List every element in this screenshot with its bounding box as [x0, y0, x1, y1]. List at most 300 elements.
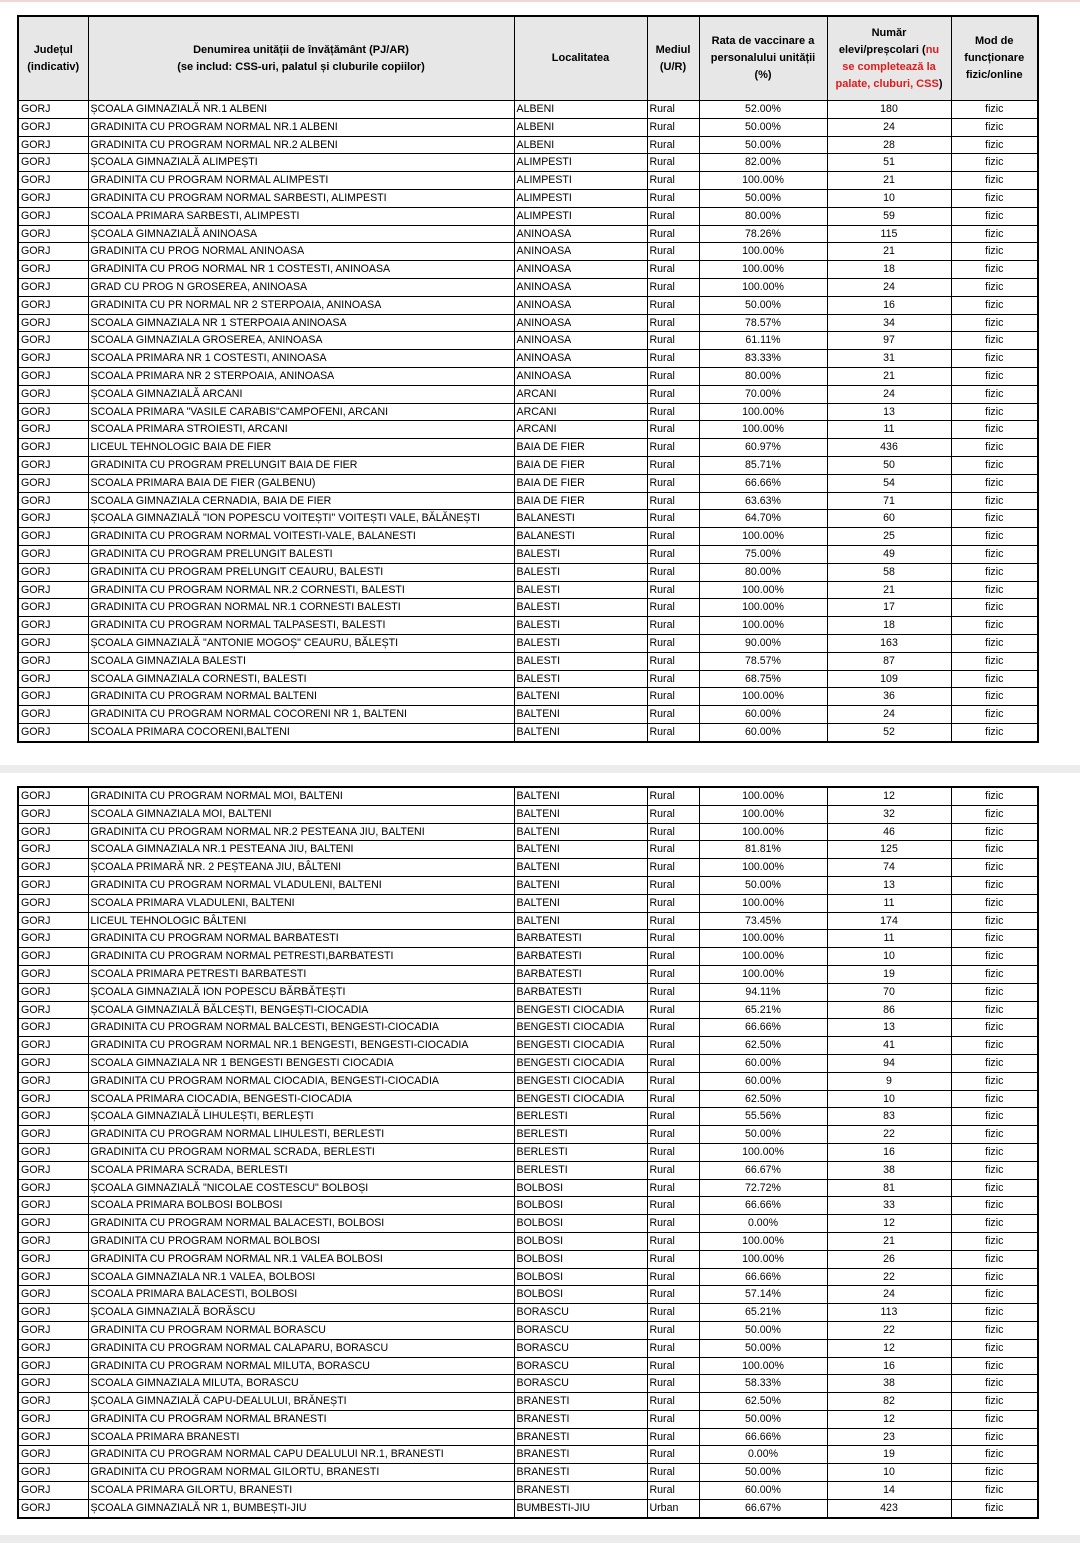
cell-localitate: ANINOASA: [514, 243, 647, 261]
cell-mod: fizic: [951, 1499, 1038, 1517]
cell-judet: GORJ: [18, 1215, 88, 1233]
cell-localitate: BOLBOSI: [514, 1197, 647, 1215]
cell-mod: fizic: [951, 545, 1038, 563]
cell-mod: fizic: [951, 894, 1038, 912]
cell-rata: 70.00%: [699, 385, 827, 403]
cell-numar: 71: [827, 492, 951, 510]
cell-rata: 65.21%: [699, 1304, 827, 1322]
cell-localitate: BERLESTI: [514, 1126, 647, 1144]
cell-judet: GORJ: [18, 225, 88, 243]
cell-denumire: SCOALA PRIMARA VLADULENI, BALTENI: [88, 894, 514, 912]
cell-numar: 10: [827, 189, 951, 207]
cell-mediul: Rural: [647, 581, 699, 599]
cell-mod: fizic: [951, 1001, 1038, 1019]
cell-mod: fizic: [951, 1482, 1038, 1500]
cell-denumire: SCOALA GIMNAZIALA NR.1 PESTEANA JIU, BALTENI: [88, 841, 514, 859]
cell-mediul: Rural: [647, 528, 699, 546]
cell-denumire: SCOALA GIMNAZIALA CERNADIA, BAIA DE FIER: [88, 492, 514, 510]
cell-localitate: BOLBOSI: [514, 1215, 647, 1233]
cell-judet: GORJ: [18, 1161, 88, 1179]
cell-denumire: SCOALA GIMNAZIALA MILUTA, BORASCU: [88, 1375, 514, 1393]
header-rata: [699, 16, 827, 101]
cell-denumire: ȘCOALA GIMNAZIALĂ ION POPESCU BĂRBĂTEȘTI: [88, 983, 514, 1001]
cell-localitate: BRANESTI: [514, 1428, 647, 1446]
cell-mod: fizic: [951, 1143, 1038, 1161]
table-row: [18, 948, 1038, 966]
table-row: [18, 1304, 1038, 1322]
cell-numar: 109: [827, 670, 951, 688]
cell-numar: 21: [827, 243, 951, 261]
header-numar-close: ): [938, 77, 943, 90]
cell-mediul: Rural: [647, 1108, 699, 1126]
cell-denumire: GRADINITA CU PROG NORMAL NR 1 COSTESTI, ANINOASA: [88, 261, 514, 279]
cell-rata: 0.00%: [699, 1215, 827, 1233]
cell-mediul: Rural: [647, 1232, 699, 1250]
cell-mediul: Rural: [647, 1143, 699, 1161]
cell-numar: 25: [827, 528, 951, 546]
cell-mediul: Rural: [647, 1215, 699, 1233]
cell-rata: 50.00%: [699, 1321, 827, 1339]
cell-mod: fizic: [951, 261, 1038, 279]
table-row: [18, 983, 1038, 1001]
table-row: [18, 367, 1038, 385]
cell-mediul: Urban: [647, 1499, 699, 1517]
cell-denumire: SCOALA PRIMARA BAIA DE FIER (GALBENU): [88, 474, 514, 492]
cell-mod: fizic: [951, 101, 1038, 119]
cell-numar: 49: [827, 545, 951, 563]
cell-mediul: Rural: [647, 1179, 699, 1197]
cell-localitate: ARCANI: [514, 385, 647, 403]
cell-mod: fizic: [951, 296, 1038, 314]
header-rata-line3: (%): [754, 69, 772, 81]
cell-mediul: Rural: [647, 1428, 699, 1446]
cell-mediul: Rural: [647, 652, 699, 670]
cell-mediul: Rural: [647, 207, 699, 225]
header-numar-note-3: palate, cluburi, CSS: [835, 77, 939, 90]
cell-numar: 87: [827, 652, 951, 670]
header-localitate: [514, 16, 647, 101]
cell-denumire: GRADINITA CU PROGRAM NORMAL NR.2 ALBENI: [88, 136, 514, 154]
cell-judet: GORJ: [18, 652, 88, 670]
table-row: [18, 332, 1038, 350]
cell-judet: GORJ: [18, 154, 88, 172]
cell-judet: GORJ: [18, 930, 88, 948]
cell-mod: fizic: [951, 706, 1038, 724]
cell-judet: GORJ: [18, 859, 88, 877]
cell-mediul: Rural: [647, 136, 699, 154]
cell-denumire: SCOALA PRIMARA SCRADA, BERLESTI: [88, 1161, 514, 1179]
cell-rata: 85.71%: [699, 456, 827, 474]
cell-rata: 100.00%: [699, 1250, 827, 1268]
cell-rata: 68.75%: [699, 670, 827, 688]
cell-mediul: Rural: [647, 101, 699, 119]
cell-mod: fizic: [951, 617, 1038, 635]
cell-judet: GORJ: [18, 456, 88, 474]
cell-judet: GORJ: [18, 1072, 88, 1090]
cell-mod: fizic: [951, 1428, 1038, 1446]
table-row: [18, 510, 1038, 528]
cell-mod: fizic: [951, 805, 1038, 823]
cell-numar: 81: [827, 1179, 951, 1197]
cell-mod: fizic: [951, 456, 1038, 474]
cell-rata: 50.00%: [699, 296, 827, 314]
cell-localitate: ANINOASA: [514, 261, 647, 279]
table-row: [18, 1072, 1038, 1090]
cell-localitate: BALTENI: [514, 894, 647, 912]
header-mod: [951, 16, 1038, 101]
cell-judet: GORJ: [18, 1108, 88, 1126]
page-separator-bottom: [0, 1535, 1080, 1543]
cell-rata: 100.00%: [699, 261, 827, 279]
cell-mediul: Rural: [647, 1446, 699, 1464]
cell-mod: fizic: [951, 599, 1038, 617]
cell-localitate: BERLESTI: [514, 1108, 647, 1126]
cell-rata: 60.00%: [699, 1054, 827, 1072]
cell-denumire: GRADINITA CU PROGRAM NORMAL GILORTU, BRANESTI: [88, 1464, 514, 1482]
cell-localitate: BENGESTI CIOCADIA: [514, 1090, 647, 1108]
cell-numar: 19: [827, 1446, 951, 1464]
cell-numar: 10: [827, 1464, 951, 1482]
table-row: [18, 492, 1038, 510]
table-row: [18, 136, 1038, 154]
cell-numar: 54: [827, 474, 951, 492]
cell-rata: 83.33%: [699, 350, 827, 368]
cell-rata: 80.00%: [699, 367, 827, 385]
cell-mediul: Rural: [647, 1339, 699, 1357]
cell-rata: 50.00%: [699, 876, 827, 894]
cell-mediul: Rural: [647, 841, 699, 859]
cell-rata: 100.00%: [699, 805, 827, 823]
cell-numar: 13: [827, 403, 951, 421]
cell-numar: 83: [827, 1108, 951, 1126]
cell-mod: fizic: [951, 1393, 1038, 1411]
table-row: [18, 706, 1038, 724]
cell-mod: fizic: [951, 1357, 1038, 1375]
header-mod-line1: Mod de: [975, 35, 1014, 47]
table-row: [18, 296, 1038, 314]
table-row: [18, 278, 1038, 296]
cell-numar: 86: [827, 1001, 951, 1019]
cell-denumire: SCOALA PRIMARA GILORTU, BRANESTI: [88, 1482, 514, 1500]
table-row: [18, 1108, 1038, 1126]
table-row: [18, 1197, 1038, 1215]
cell-mod: fizic: [951, 1072, 1038, 1090]
cell-judet: GORJ: [18, 948, 88, 966]
cell-denumire: SCOALA PRIMARA BRANESTI: [88, 1428, 514, 1446]
cell-rata: 60.00%: [699, 723, 827, 741]
cell-numar: 21: [827, 581, 951, 599]
cell-numar: 52: [827, 723, 951, 741]
cell-denumire: ȘCOALA GIMNAZIALĂ BĂLCEȘTI, BENGEȘTI-CIOCADIA: [88, 1001, 514, 1019]
cell-rata: 78.57%: [699, 652, 827, 670]
cell-numar: 9: [827, 1072, 951, 1090]
cell-mod: fizic: [951, 1019, 1038, 1037]
table-row: [18, 805, 1038, 823]
cell-denumire: ȘCOALA GIMNAZIALĂ LIHULEȘTI, BERLEȘTI: [88, 1108, 514, 1126]
cell-denumire: LICEUL TEHNOLOGIC BAIA DE FIER: [88, 439, 514, 457]
cell-mod: fizic: [951, 1108, 1038, 1126]
cell-numar: 41: [827, 1037, 951, 1055]
cell-judet: GORJ: [18, 670, 88, 688]
cell-numar: 32: [827, 805, 951, 823]
cell-judet: GORJ: [18, 983, 88, 1001]
cell-denumire: GRADINITA CU PROGRAM NORMAL SARBESTI, ALIMPESTI: [88, 189, 514, 207]
table-row: [18, 421, 1038, 439]
cell-judet: GORJ: [18, 492, 88, 510]
cell-judet: GORJ: [18, 1499, 88, 1517]
cell-mediul: Rural: [647, 912, 699, 930]
table-row: [18, 528, 1038, 546]
table-row: [18, 688, 1038, 706]
cell-mediul: Rural: [647, 894, 699, 912]
cell-judet: GORJ: [18, 1019, 88, 1037]
cell-denumire: ȘCOALA GIMNAZIALĂ CAPU-DEALULUI, BRĂNEȘTI: [88, 1393, 514, 1411]
cell-numar: 113: [827, 1304, 951, 1322]
cell-mod: fizic: [951, 1304, 1038, 1322]
cell-numar: 36: [827, 688, 951, 706]
cell-rata: 0.00%: [699, 1446, 827, 1464]
cell-mod: fizic: [951, 1054, 1038, 1072]
cell-numar: 436: [827, 439, 951, 457]
table-row: [18, 243, 1038, 261]
table-row: [18, 225, 1038, 243]
cell-mod: fizic: [951, 172, 1038, 190]
cell-numar: 11: [827, 421, 951, 439]
cell-denumire: GRADINITA CU PROGRAM NORMAL ALIMPESTI: [88, 172, 514, 190]
cell-rata: 100.00%: [699, 948, 827, 966]
cell-denumire: SCOALA GIMNAZIALA GROSEREA, ANINOASA: [88, 332, 514, 350]
table-row: [18, 670, 1038, 688]
cell-mediul: Rural: [647, 439, 699, 457]
cell-mod: fizic: [951, 1126, 1038, 1144]
cell-denumire: ȘCOALA GIMNAZIALĂ BORĂSCU: [88, 1304, 514, 1322]
header-denumire-line2: (se includ: CSS-uri, palatul și cluburile copiilor): [177, 60, 425, 73]
cell-judet: GORJ: [18, 1197, 88, 1215]
cell-mediul: Rural: [647, 1090, 699, 1108]
cell-rata: 72.72%: [699, 1179, 827, 1197]
cell-denumire: GRADINITA CU PROGRAM NORMAL CIOCADIA, BENGESTI-CIOCADIA: [88, 1072, 514, 1090]
header-localitate-text: Localitatea: [551, 52, 610, 64]
cell-numar: 24: [827, 278, 951, 296]
cell-mod: fizic: [951, 1375, 1038, 1393]
cell-mod: fizic: [951, 670, 1038, 688]
cell-numar: 82: [827, 1393, 951, 1411]
cell-rata: 78.57%: [699, 314, 827, 332]
cell-judet: GORJ: [18, 474, 88, 492]
cell-mediul: Rural: [647, 617, 699, 635]
cell-mediul: Rural: [647, 1072, 699, 1090]
cell-denumire: GRAD CU PROG N GROSEREA, ANINOASA: [88, 278, 514, 296]
table-row: [18, 1499, 1038, 1517]
cell-numar: 13: [827, 876, 951, 894]
table-row: [18, 403, 1038, 421]
table-row: [18, 723, 1038, 741]
cell-rata: 80.00%: [699, 207, 827, 225]
cell-mediul: Rural: [647, 172, 699, 190]
cell-judet: GORJ: [18, 403, 88, 421]
cell-denumire: SCOALA PRIMARA CIOCADIA, BENGESTI-CIOCADIA: [88, 1090, 514, 1108]
cell-numar: 22: [827, 1126, 951, 1144]
cell-judet: GORJ: [18, 912, 88, 930]
cell-rata: 100.00%: [699, 581, 827, 599]
cell-denumire: LICEUL TEHNOLOGIC BÂLTENI: [88, 912, 514, 930]
header-mod-line3: fizic/online: [965, 69, 1023, 81]
cell-numar: 16: [827, 296, 951, 314]
cell-judet: GORJ: [18, 688, 88, 706]
table-row: [18, 599, 1038, 617]
cell-judet: GORJ: [18, 1268, 88, 1286]
cell-localitate: BRANESTI: [514, 1410, 647, 1428]
table-row: [18, 1215, 1038, 1233]
cell-localitate: ALBENI: [514, 136, 647, 154]
cell-rata: 50.00%: [699, 1126, 827, 1144]
cell-numar: 21: [827, 172, 951, 190]
cell-judet: GORJ: [18, 296, 88, 314]
cell-mod: fizic: [951, 439, 1038, 457]
cell-localitate: BERLESTI: [514, 1161, 647, 1179]
cell-rata: 100.00%: [699, 617, 827, 635]
cell-denumire: GRADINITA CU PROGRAM PRELUNGIT BAIA DE FIER: [88, 456, 514, 474]
cell-mediul: Rural: [647, 1037, 699, 1055]
table-row: [18, 1321, 1038, 1339]
cell-mod: fizic: [951, 948, 1038, 966]
cell-localitate: BALTENI: [514, 823, 647, 841]
cell-mod: fizic: [951, 1232, 1038, 1250]
cell-mod: fizic: [951, 634, 1038, 652]
cell-mod: fizic: [951, 225, 1038, 243]
cell-localitate: BALANESTI: [514, 510, 647, 528]
cell-denumire: GRADINITA CU PROGRAM NORMAL VLADULENI, BALTENI: [88, 876, 514, 894]
cell-mod: fizic: [951, 912, 1038, 930]
cell-localitate: BENGESTI CIOCADIA: [514, 1072, 647, 1090]
cell-judet: GORJ: [18, 1232, 88, 1250]
cell-localitate: BOLBOSI: [514, 1250, 647, 1268]
cell-judet: GORJ: [18, 1090, 88, 1108]
cell-denumire: SCOALA PRIMARA STROIESTI, ARCANI: [88, 421, 514, 439]
cell-denumire: ȘCOALA GIMNAZIALĂ NR.1 ALBENI: [88, 101, 514, 119]
cell-mediul: Rural: [647, 189, 699, 207]
header-numar: [827, 16, 951, 101]
cell-numar: 46: [827, 823, 951, 841]
cell-localitate: BALTENI: [514, 706, 647, 724]
cell-numar: 51: [827, 154, 951, 172]
cell-localitate: ALIMPESTI: [514, 154, 647, 172]
cell-numar: 94: [827, 1054, 951, 1072]
cell-rata: 100.00%: [699, 278, 827, 296]
table-row: [18, 1143, 1038, 1161]
cell-denumire: ȘCOALA PRIMARĂ NR. 2 PEȘTEANA JIU, BÂLTENI: [88, 859, 514, 877]
cell-denumire: GRADINITA CU PROGRAM NORMAL BALTENI: [88, 688, 514, 706]
cell-rata: 62.50%: [699, 1090, 827, 1108]
cell-denumire: GRADINITA CU PROGRAM NORMAL NR.1 BENGESTI, BENGESTI-CIOCADIA: [88, 1037, 514, 1055]
cell-denumire: GRADINITA CU PROGRAM NORMAL NR.2 CORNESTI, BALESTI: [88, 581, 514, 599]
header-rata-line2: personalului unității: [710, 52, 816, 64]
cell-mod: fizic: [951, 1464, 1038, 1482]
table-row: [18, 930, 1038, 948]
cell-numar: 24: [827, 385, 951, 403]
table-row: [18, 439, 1038, 457]
cell-mediul: Rural: [647, 1268, 699, 1286]
cell-denumire: GRADINITA CU PROGRAM NORMAL MOI, BALTENI: [88, 787, 514, 805]
cell-mediul: Rural: [647, 1410, 699, 1428]
cell-judet: GORJ: [18, 545, 88, 563]
table-row: [18, 894, 1038, 912]
cell-mediul: Rural: [647, 296, 699, 314]
cell-denumire: GRADINITA CU PROGRAM NORMAL TALPASESTI, BALESTI: [88, 617, 514, 635]
cell-mediul: Rural: [647, 1357, 699, 1375]
cell-numar: 22: [827, 1321, 951, 1339]
cell-rata: 66.66%: [699, 1019, 827, 1037]
cell-localitate: BARBATESTI: [514, 983, 647, 1001]
cell-denumire: ȘCOALA GIMNAZIALĂ "ION POPESCU VOITEȘTI" VOITEȘTI VALE, BĂLĂNEȘTI: [88, 510, 514, 528]
table-row: [18, 118, 1038, 136]
cell-mediul: Rural: [647, 332, 699, 350]
table-row: [18, 823, 1038, 841]
cell-localitate: BARBATESTI: [514, 948, 647, 966]
cell-judet: GORJ: [18, 189, 88, 207]
cell-rata: 66.67%: [699, 1161, 827, 1179]
cell-numar: 14: [827, 1482, 951, 1500]
cell-mod: fizic: [951, 1410, 1038, 1428]
cell-localitate: BALTENI: [514, 787, 647, 805]
cell-mod: fizic: [951, 1215, 1038, 1233]
cell-rata: 64.70%: [699, 510, 827, 528]
cell-mediul: Rural: [647, 965, 699, 983]
cell-judet: GORJ: [18, 1250, 88, 1268]
table-row: [18, 1446, 1038, 1464]
cell-denumire: SCOALA PRIMARA BOLBOSI BOLBOSI: [88, 1197, 514, 1215]
cell-denumire: SCOALA PRIMARA NR 1 COSTESTI, ANINOASA: [88, 350, 514, 368]
cell-numar: 12: [827, 1215, 951, 1233]
cell-localitate: BRANESTI: [514, 1464, 647, 1482]
header-judet-line1: Județul: [33, 43, 73, 56]
table-row: [18, 1428, 1038, 1446]
cell-denumire: SCOALA PRIMARA NR 2 STERPOAIA, ANINOASA: [88, 367, 514, 385]
cell-mediul: Rural: [647, 1126, 699, 1144]
cell-judet: GORJ: [18, 1464, 88, 1482]
cell-mod: fizic: [951, 136, 1038, 154]
table-row: [18, 1375, 1038, 1393]
header-numar-note-1: nu: [925, 43, 940, 56]
cell-numar: 180: [827, 101, 951, 119]
cell-denumire: SCOALA GIMNAZIALA BALESTI: [88, 652, 514, 670]
table-row: [18, 261, 1038, 279]
cell-mediul: Rural: [647, 1321, 699, 1339]
cell-rata: 50.00%: [699, 118, 827, 136]
cell-mediul: Rural: [647, 983, 699, 1001]
cell-denumire: ȘCOALA GIMNAZIALĂ NR 1, BUMBEȘTI-JIU: [88, 1499, 514, 1517]
cell-mediul: Rural: [647, 1286, 699, 1304]
cell-localitate: BALTENI: [514, 841, 647, 859]
cell-judet: GORJ: [18, 118, 88, 136]
cell-localitate: ANINOASA: [514, 367, 647, 385]
table-row: [18, 1268, 1038, 1286]
cell-denumire: GRADINITA CU PROGRAM NORMAL SCRADA, BERLESTI: [88, 1143, 514, 1161]
cell-denumire: SCOALA GIMNAZIALA MOI, BALTENI: [88, 805, 514, 823]
table-row: [18, 1464, 1038, 1482]
cell-mediul: Rural: [647, 510, 699, 528]
cell-judet: GORJ: [18, 581, 88, 599]
cell-numar: 18: [827, 617, 951, 635]
table-row: [18, 1286, 1038, 1304]
cell-localitate: ARCANI: [514, 421, 647, 439]
cell-numar: 21: [827, 1232, 951, 1250]
cell-mod: fizic: [951, 652, 1038, 670]
cell-judet: GORJ: [18, 617, 88, 635]
cell-localitate: BENGESTI CIOCADIA: [514, 1037, 647, 1055]
cell-rata: 80.00%: [699, 563, 827, 581]
cell-localitate: BALESTI: [514, 545, 647, 563]
